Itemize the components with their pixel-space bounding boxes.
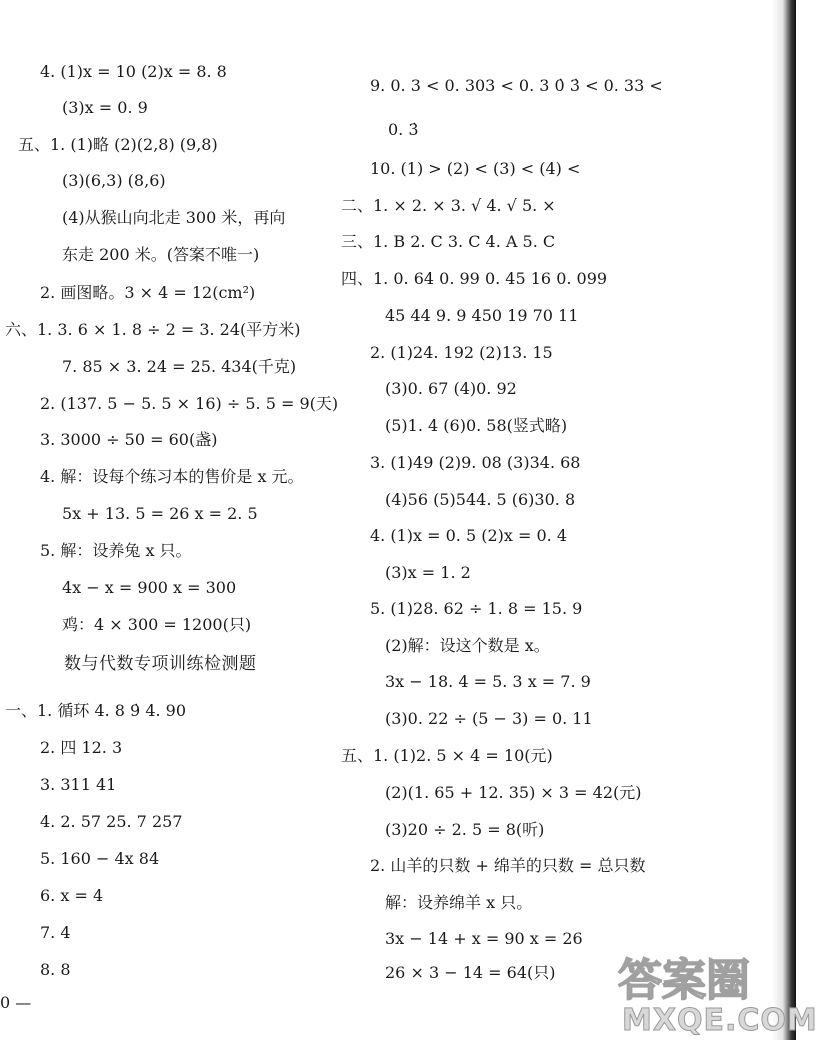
answer-line: 二、1. × 2. × 3. √ 4. √ 5. × <box>341 196 556 215</box>
answer-line: (3)0. 67 (4)0. 92 <box>385 379 517 398</box>
answer-line: 6. x = 4 <box>40 886 104 905</box>
answer-line: 5x + 13. 5 = 26 x = 2. 5 <box>62 504 258 523</box>
answer-line: 解：设养绵羊 x 只。 <box>385 893 533 912</box>
section-title: 数与代数专项训练检测题 <box>64 654 257 674</box>
answer-line: (3)x = 1. 2 <box>385 563 471 582</box>
answer-line: (2)解：设这个数是 x。 <box>385 636 550 655</box>
answer-line: (2)(1. 65 + 12. 35) × 3 = 42(元) <box>385 783 642 802</box>
answer-line: (4)56 (5)544. 5 (6)30. 8 <box>385 490 576 509</box>
answer-line: 0. 3̇ <box>388 120 419 139</box>
answer-line: 26 × 3 − 14 = 64(只) <box>385 963 556 982</box>
answer-line: 三、1. B 2. C 3. C 4. A 5. C <box>341 232 556 251</box>
answer-line: (5)1. 4 (6)0. 58(竖式略) <box>385 416 568 435</box>
answer-line: 3. 3000 ÷ 50 = 60(盏) <box>40 430 218 449</box>
watermark-logo: 答案圈 <box>618 955 750 1006</box>
answer-line: 一、1. 循环 4. 8 9̇ 4. 90 <box>5 701 187 720</box>
answer-line: 四、1. 0. 64 0. 99 0. 45 16 0. 099 <box>341 269 608 288</box>
answer-line: 3. (1)49 (2)9. 08 (3)34. 68 <box>370 453 581 472</box>
answer-line: 5. 160 − 4x 84 <box>40 849 160 868</box>
answer-line: 7. 85 × 3. 24 = 25. 434(千克) <box>62 357 297 376</box>
page-number: 0 — <box>0 993 32 1012</box>
answer-line: 3. 311 41 <box>40 775 117 794</box>
answer-line: 5. 解：设养兔 x 只。 <box>40 541 192 560</box>
answer-line: 五、1. (1)2. 5 × 4 = 10(元) <box>341 746 553 765</box>
answer-line: 45 44 9. 9 450 19 70 11 <box>385 306 579 325</box>
answer-line: 10. (1) > (2) < (3) < (4) < <box>370 159 581 178</box>
answer-line: 4. 解：设每个练习本的售价是 x 元。 <box>40 467 304 486</box>
answer-line: 4. (1)x = 0. 5 (2)x = 0. 4 <box>370 526 568 545</box>
answer-line: 六、1. 3. 6 × 1. 8 ÷ 2 = 3. 24(平方米) <box>5 320 301 339</box>
answer-line: 2. (137. 5 − 5. 5 × 16) ÷ 5. 5 = 9(天) <box>40 394 339 413</box>
answer-line: 4x − x = 900 x = 300 <box>62 578 237 597</box>
answer-line: 2. 四 12. 3 <box>40 738 123 757</box>
answer-line: 3x − 18. 4 = 5. 3 x = 7. 9 <box>385 672 591 691</box>
answer-line: (3)20 ÷ 2. 5 = 8(听) <box>385 820 545 839</box>
answer-line: 五、1. (1)略 (2)(2,8) (9,8) <box>18 135 218 154</box>
answer-line: (3)(6,3) (8,6) <box>62 171 166 190</box>
binding-shadow <box>772 0 796 1040</box>
answer-line: 5. (1)28. 62 ÷ 1. 8 = 15. 9 <box>370 599 583 618</box>
watermark-url: MXQE.COM <box>622 1003 818 1038</box>
answer-line: 7. 4 <box>40 923 71 942</box>
answer-line: 8. 8 <box>40 960 71 979</box>
answer-line: 3x − 14 + x = 90 x = 26 <box>385 929 583 948</box>
answer-line: 4. (1)x = 10 (2)x = 8. 8 <box>40 62 227 81</box>
answer-line: 2. (1)24. 192 (2)13. 15 <box>370 343 553 362</box>
answer-line: (3)x = 0. 9 <box>62 98 148 117</box>
answer-line: 东走 200 米。(答案不唯一) <box>62 245 260 264</box>
answer-line: 鸡：4 × 300 = 1200(只) <box>62 615 252 634</box>
answer-line: 4. 2. 57 25. 7 257 <box>40 812 183 831</box>
answer-line: 2. 山羊的只数 + 绵羊的只数 = 总只数 <box>370 856 646 875</box>
answer-line: (4)从猴山向北走 300 米，再向 <box>62 208 286 227</box>
answer-line: 9. 0. 3 < 0. 303 < 0. 3 0̇ 3̇ < 0. 33 < <box>370 76 663 95</box>
answer-line: 2. 画图略。3 × 4 = 12(cm²) <box>40 283 256 302</box>
answer-line: (3)0. 22 ÷ (5 − 3) = 0. 11 <box>385 709 593 728</box>
